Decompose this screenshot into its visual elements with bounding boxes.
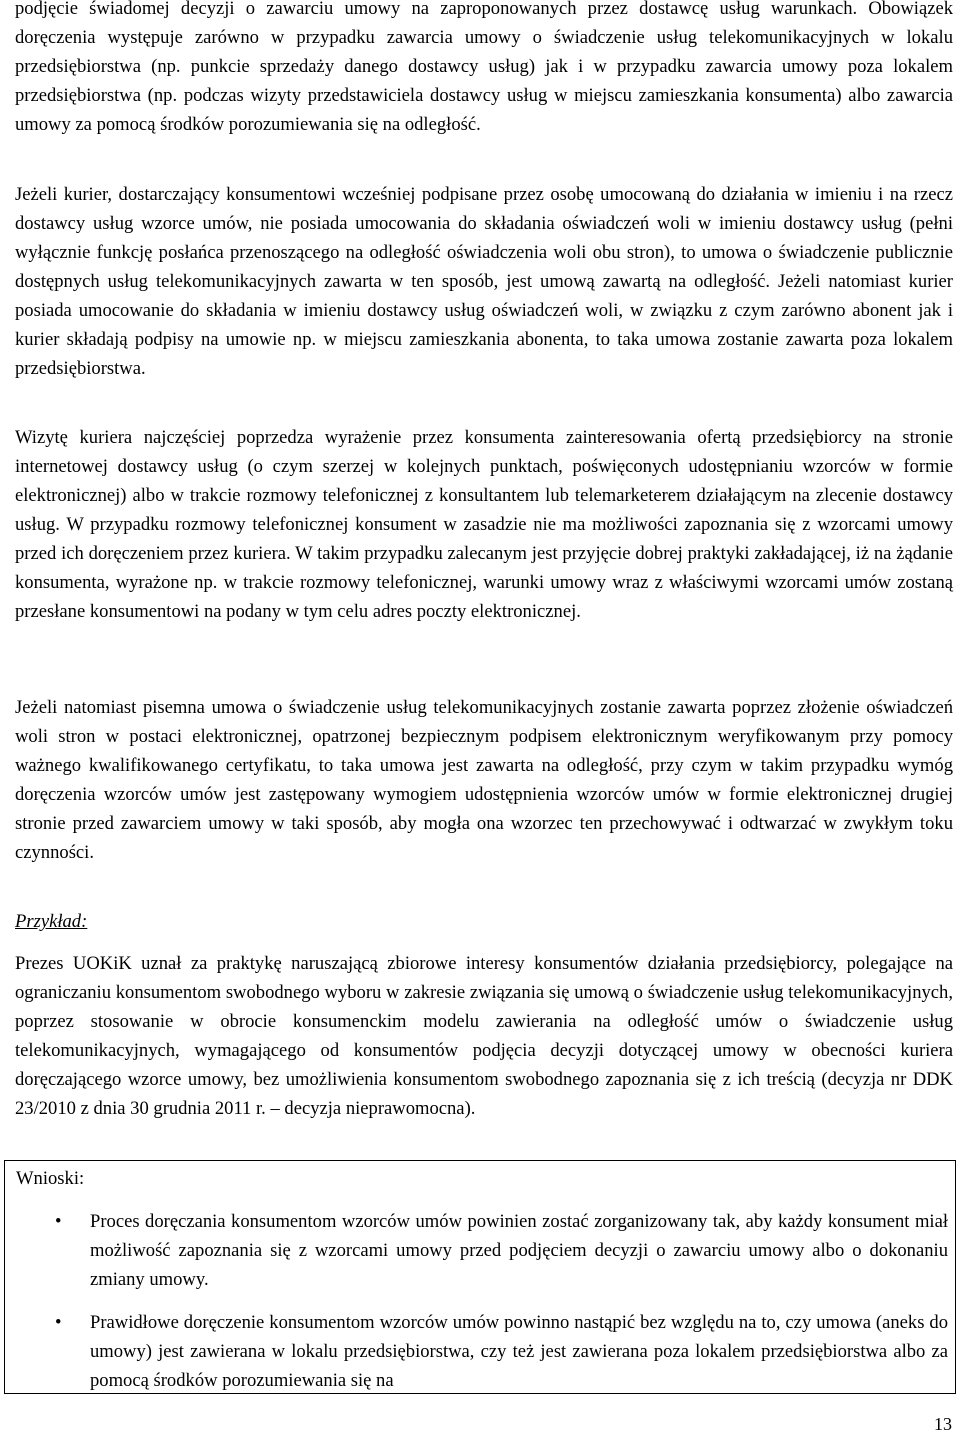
conclusions-title: Wnioski: <box>16 1168 85 1189</box>
paragraph-delivery-obligation: podjęcie świadomej decyzji o zawarciu umowy na zaproponowanych przez dostawcę usług warunkach. Obowiązek doręczenia występuje zarówno w przypadku zawarcia umowy o świadczenie usług telekomunikacyjnych w lokalu przedsiębiorstwa (np. punkcie sprzedaży danego dostawcy usług) jak i w przypadku zawarcia umowy poza lokalem przedsiębiorstwa (np. podczas wizyty przedstawiciela dostawcy usług w miejscu zamieszkania konsumenta) albo zawarcia umowy za pomocą środków porozumiewania się na odległość. <box>15 0 953 135</box>
bullet-icon: • <box>55 1312 62 1333</box>
paragraph-courier: Jeżeli kurier, dostarczający konsumentowi wcześniej podpisane przez osobę umocowaną do działania w imieniu i na rzecz dostawcy usług wzorce umów, nie posiada umocowania do składania oświadczeń woli w imieniu dostawcy usług (pełni wyłącznie funkcję posłańca przenoszącego na odległość oświadczenia woli obu stron), to umowa o świadczenie publicznie dostępnych usług telekomunikacyjnych zawarta w ten sposób, jest umową zawartą na odległość. Jeżeli natomiast kurier posiada umocowanie do składania w imieniu dostawcy usług oświadczeń woli, w związku z czym zarówno abonent jak i kurier składają podpisy na umowie np. w miejscu zamieszkania abonenta, to taka umowa zostanie zawarta poza lokalem przedsiębiorstwa. <box>15 184 953 379</box>
list-item <box>5 1207 955 1294</box>
bullet-icon: • <box>55 1211 62 1232</box>
example-label: Przykład: <box>15 911 88 932</box>
page-number: 13 <box>934 1414 952 1434</box>
conclusion-text: Prawidłowe doręczenie konsumentom wzorców umów powinno nastąpić bez względu na to, czy umowa (aneks do umowy) jest zawierana w lokalu przedsiębiorstwa, czy też jest zawierana poza lokalem przedsiębiorstwa albo za pomocą środków porozumiewania się na <box>90 1312 948 1391</box>
list-item <box>5 1308 955 1395</box>
paragraph-courier-visit: Wizytę kuriera najczęściej poprzedza wyrażenie przez konsumenta zainteresowania ofertą przedsiębiorcy na stronie internetowej dostawcy usług (o czym szerzej w kolejnych punktach, poświęconych udostępnianiu wzorców w formie elektronicznej) albo w trakcie rozmowy telefonicznej z konsultantem lub telemarketerem działającym na zlecenie dostawcy usług. W przypadku rozmowy telefonicznej konsument w zasadzie nie ma możliwości zapoznania się z wzorcami umowy przed ich doręczeniem przez kuriera. W takim przypadku zalecanym jest przyjęcie dobrej praktyki zakładającej, iż na żądanie konsumenta, wyrażone np. w trakcie rozmowy telefonicznej, warunki umowy wraz z właściwymi wzorcami umów zostaną przesłane konsumentowi na podany w tym celu adres poczty elektronicznej. <box>15 427 953 622</box>
paragraph-electronic-contract: Jeżeli natomiast pisemna umowa o świadczenie usług telekomunikacyjnych zostanie zawarta poprzez złożenie oświadczeń woli stron w postaci elektronicznej, opatrzonej bezpiecznym podpisem elektronicznym weryfikowanym przy pomocy ważnego kwalifikowanego certyfikatu, to taka umowa jest zawarta na odległość, przy czym w takim przypadku wymóg doręczenia wzorców umów jest zastępowany wymogiem udostępnienia wzorców umów w formie elektronicznej drugiej stronie przed zawarciem umowy w taki sposób, aby mogła ona wzorzec ten przechowywać i odtwarzać w zwykłym toku czynności. <box>15 697 953 863</box>
example-text: Prezes UOKiK uznał za praktykę naruszającą zbiorowe interesy konsumentów działania przedsiębiorcy, polegające na ograniczaniu konsumentom swobodnego wyboru w zakresie związania się umową o świadczenie usług telekomunikacyjnych, poprzez stosowanie w obrocie konsumenckim modelu zawierania na odległość umów o świadczenie usług telekomunikacyjnych, wymagającego od konsumentów podjęcia decyzji dotyczącej umowy w obecności kuriera doręczającego wzorce umowy, bez umożliwienia konsumentom swobodnego zapoznania się z ich treścią (decyzja nr DDK 23/2010 z dnia 30 grudnia 2011 r. – decyzja nieprawomocna). <box>15 953 953 1119</box>
conclusions-box <box>4 1160 956 1394</box>
conclusions-list <box>5 1207 955 1409</box>
conclusion-text: Proces doręczania konsumentom wzorców umów powinien zostać zorganizowany tak, aby każdy konsument miał możliwość zapoznania się z wzorcami umowy przed podjęciem decyzji o zawarciu umowy albo o dokonaniu zmiany umowy. <box>90 1211 948 1290</box>
